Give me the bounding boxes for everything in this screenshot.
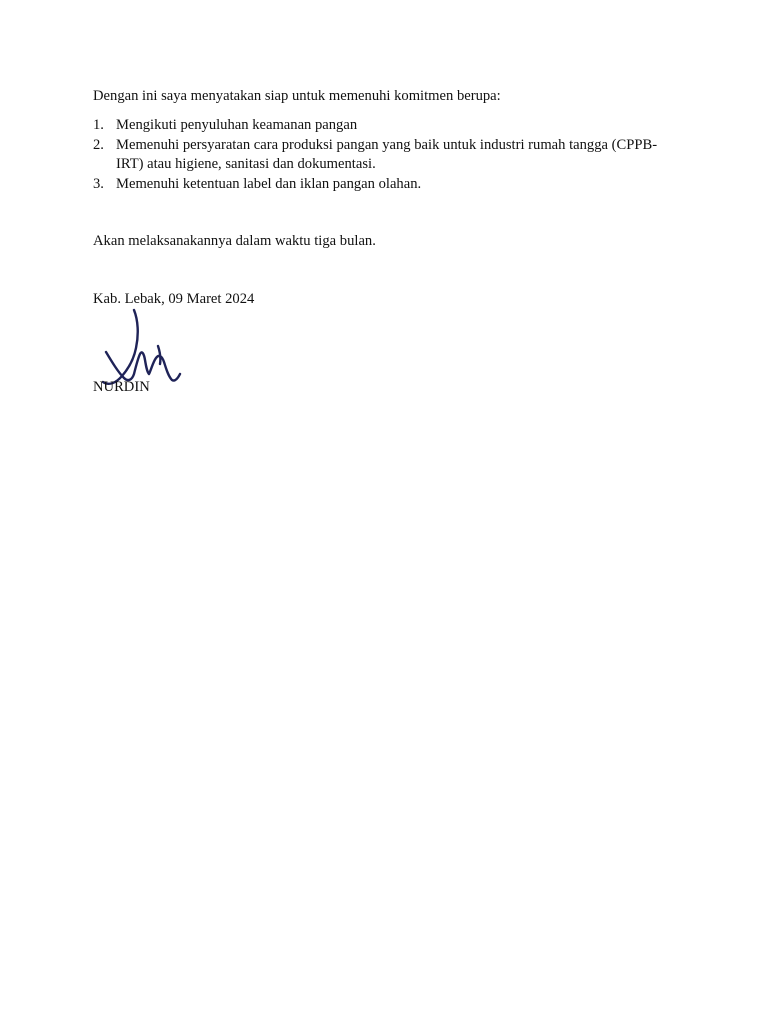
closing-statement: Akan melaksanakannya dalam waktu tiga bulan. (93, 233, 376, 249)
signer-name: NURDIN (93, 379, 150, 395)
commitment-list (93, 116, 673, 194)
commitment-text: Memenuhi ketentuan label dan iklan pangan olahan. (116, 175, 422, 192)
commitment-text: Memenuhi persyaratan cara produksi pangan yang baik untuk industri rumah tangga (CPPB-IRT) atau higiene, sanitasi dan dokumentasi. (116, 136, 658, 172)
commitment-item (93, 175, 673, 195)
place-date: Kab. Lebak, 09 Maret 2024 (93, 291, 255, 307)
commitment-text: Mengikuti penyuluhan keamanan pangan (116, 117, 358, 133)
commitment-item (93, 136, 673, 175)
commitment-number: 1. (93, 117, 104, 133)
signature-stroke (103, 310, 180, 384)
commitment-number: 3. (93, 175, 104, 192)
intro-statement: Dengan ini saya menyatakan siap untuk memenuhi komitmen berupa: (93, 88, 501, 104)
commitment-number: 2. (93, 136, 104, 153)
commitment-item (93, 116, 673, 136)
